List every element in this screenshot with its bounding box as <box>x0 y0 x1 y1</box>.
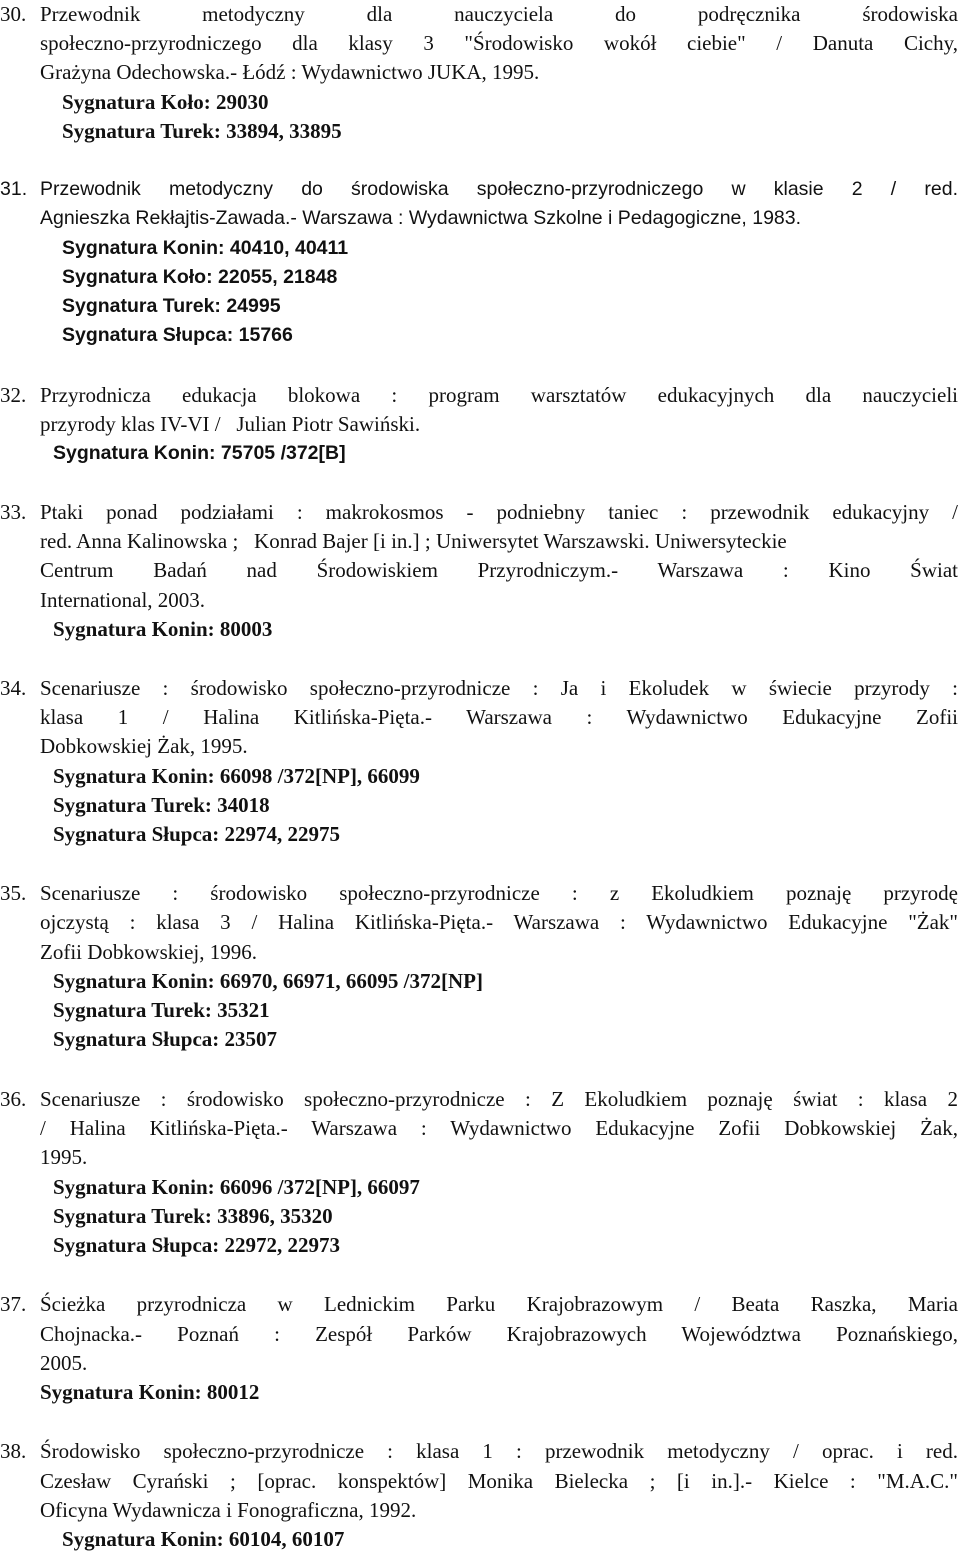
entry-line <box>0 1437 958 1466</box>
entry-number: 30. <box>0 2 27 26</box>
signature-line: Sygnatura Konin: 66098 /372[NP], 66099 <box>53 764 420 788</box>
entry-text: Ścieżka przyrodnicza w Lednickim Parku Krajobrazowym / Beata Raszka, Maria <box>40 1292 958 1316</box>
entry-line: przyrody klas IV-VI / Julian Piotr Sawiński. <box>40 412 421 436</box>
entry-line: red. Anna Kalinowska ; Konrad Bajer [i in.] ; Uniwersytet Warszawski. Uniwersyteckie <box>40 529 787 553</box>
entry-text: Środowisko społeczno-przyrodnicze : klasa 1 : przewodnik metodyczny / oprac. i red. <box>40 1439 958 1463</box>
signature-line: Sygnatura Słupca: 15766 <box>62 324 293 346</box>
entry-line: Chojnacka.- Poznań : Zespół Parków Krajobrazowych Województwa Poznańskiego, <box>40 1322 958 1346</box>
entry-line: / Halina Kitlińska-Pięta.- Warszawa : Wydawnictwo Edukacyjne Zofii Dobkowskiej Żak, <box>40 1116 958 1140</box>
entry-line: Grażyna Odechowska.- Łódź : Wydawnictwo JUKA, 1995. <box>40 60 540 84</box>
entry-number: 37. <box>0 1292 27 1316</box>
signature-line: Sygnatura Słupca: 22974, 22975 <box>53 822 341 846</box>
entry-line <box>0 175 958 204</box>
entry-line: ojczystą : klasa 3 / Halina Kitlińska-Pięta.- Warszawa : Wydawnictwo Edukacyjne "Żak" <box>40 910 958 934</box>
signature-line: Sygnatura Turek: 34018 <box>53 793 270 817</box>
entry-number: 31. <box>0 178 28 200</box>
signature-line: Sygnatura Turek: 24995 <box>62 295 281 317</box>
signature-line: Sygnatura Turek: 35321 <box>53 998 270 1022</box>
entry-line <box>0 498 958 527</box>
signature-line: Sygnatura Konin: 66970, 66971, 66095 /372[NP] <box>53 969 483 993</box>
entry-line <box>0 879 958 908</box>
entry-number: 33. <box>0 500 27 524</box>
entry-number: 32. <box>0 383 27 407</box>
entry-text: Scenariusze : środowisko społeczno-przyrodnicze : Z Ekoludkiem poznaję świat : klasa 2 <box>40 1087 958 1111</box>
entry-line <box>0 0 958 29</box>
entry-line: Czesław Cyrański ; [oprac. konspektów] Monika Bielecka ; [i in.].- Kielce : "M.A.C." <box>40 1469 958 1493</box>
signature-line: Sygnatura Koło: 22055, 21848 <box>62 266 338 288</box>
entry-line <box>0 674 958 703</box>
entry-line: społeczno-przyrodniczego dla klasy 3 "Środowisko wokół ciebie" / Danuta Cichy, <box>40 31 958 55</box>
entry-line: International, 2003. <box>40 588 206 612</box>
entry-line: Dobkowskiej Żak, 1995. <box>40 734 248 758</box>
entry-text: Przewodnik metodyczny dla nauczyciela do podręcznika środowiska <box>40 2 958 26</box>
entry-line: 2005. <box>40 1351 88 1375</box>
entry-text: Ptaki ponad podziałami : makrokosmos - podniebny taniec : przewodnik edukacyjny / <box>40 500 958 524</box>
signature-line: Sygnatura Słupca: 22972, 22973 <box>53 1233 341 1257</box>
signature-line: Sygnatura Konin: 80012 <box>40 1380 260 1404</box>
entry-line: klasa 1 / Halina Kitlińska-Pięta.- Warszawa : Wydawnictwo Edukacyjne Zofii <box>40 705 958 729</box>
signature-line: Sygnatura Konin: 75705 /372[B] <box>53 442 346 464</box>
entry-text: Przewodnik metodyczny do środowiska społeczno-przyrodniczego w klasie 2 / red. <box>40 178 958 200</box>
entry-text: Przyrodnicza edukacja blokowa : program warsztatów edukacyjnych dla nauczycieli <box>40 383 958 407</box>
entry-text: Scenariusze : środowisko społeczno-przyrodnicze : z Ekoludkiem poznaję przyrodę <box>40 881 958 905</box>
signature-line: Sygnatura Konin: 66096 /372[NP], 66097 <box>53 1175 420 1199</box>
entry-line: 1995. <box>40 1145 88 1169</box>
entry-line <box>0 1085 958 1114</box>
entry-line: Oficyna Wydawnicza i Fonograficzna, 1992. <box>40 1498 417 1522</box>
entry-line <box>0 381 958 410</box>
entry-line: Zofii Dobkowskiej, 1996. <box>40 940 257 964</box>
entry-line: Agnieszka Rekłajtis-Zawada.- Warszawa : Wydawnictwa Szkolne i Pedagogiczne, 1983. <box>40 207 802 229</box>
signature-line: Sygnatura Turek: 33896, 35320 <box>53 1204 333 1228</box>
signature-line: Sygnatura Koło: 29030 <box>62 90 269 114</box>
entry-number: 36. <box>0 1087 27 1111</box>
entry-text: Scenariusze : środowisko społeczno-przyrodnicze : Ja i Ekoludek w świecie przyrody : <box>40 676 958 700</box>
entry-number: 38. <box>0 1439 27 1463</box>
signature-line: Sygnatura Turek: 33894, 33895 <box>62 119 342 143</box>
entry-line: Centrum Badań nad Środowiskiem Przyrodniczym.- Warszawa : Kino Świat <box>40 558 958 582</box>
entry-line <box>0 1290 958 1319</box>
signature-line: Sygnatura Słupca: 23507 <box>53 1027 278 1051</box>
signature-line: Sygnatura Konin: 40410, 40411 <box>62 237 349 259</box>
signature-line: Sygnatura Konin: 60104, 60107 <box>62 1527 345 1551</box>
entry-number: 35. <box>0 881 27 905</box>
entry-number: 34. <box>0 676 27 700</box>
signature-line: Sygnatura Konin: 80003 <box>53 617 273 641</box>
